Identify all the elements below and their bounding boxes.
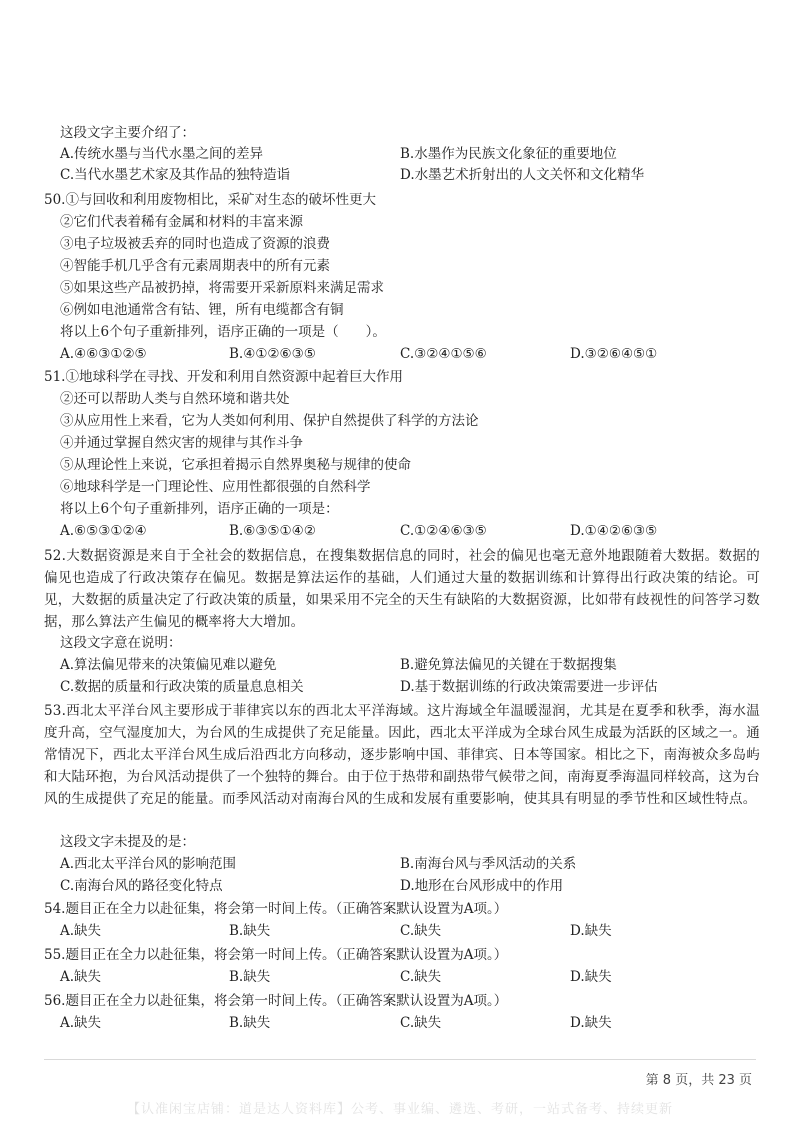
q55-text: 55.题目正在全力以赴征集，将会第一时间上传。（正确答案默认设置为A项。） xyxy=(44,947,508,963)
q52-option-b: B.避免算法偏见的关键在于数据搜集 xyxy=(400,657,617,673)
q55-option-b: B.缺失 xyxy=(229,969,271,985)
q54-option-b: B.缺失 xyxy=(229,923,271,939)
q50-option-b: B.④①②⑥③⑤ xyxy=(229,346,316,362)
q56-option-d: D.缺失 xyxy=(570,1015,612,1031)
q49-option-d: D.水墨艺术折射出的人文关怀和文化精华 xyxy=(400,167,645,183)
q50-line-5: ⑤如果这些产品被扔掉，将需要开采新原料来满足需求 xyxy=(60,280,384,296)
q52-option-d: D.基于数据训练的行政决策需要进一步评估 xyxy=(400,679,658,695)
q51-option-d: D.①④②⑥③⑤ xyxy=(570,523,658,539)
q53-option-b: B.南海台风与季风活动的关系 xyxy=(400,856,577,872)
q51-line-5: ⑤从理论性上来说，它承担着揭示自然界奥秘与规律的使命 xyxy=(60,457,411,473)
q51-line-3: ③从应用性上来看，它为人类如何利用、保护自然提供了科学的方法论 xyxy=(60,413,479,429)
q52-prompt: 这段文字意在说明： xyxy=(60,635,182,651)
q52-option-a: A.算法偏见带来的决策偏见难以避免 xyxy=(60,657,277,673)
q55-option-d: D.缺失 xyxy=(570,969,612,985)
q51-option-a: A.⑥⑤③①②④ xyxy=(60,523,147,539)
q53-option-c: C.南海台风的路径变化特点 xyxy=(60,878,223,894)
q50-line-6: ⑥例如电池通常含有钴、锂，所有电缆都含有铜 xyxy=(60,302,344,318)
q54-option-a: A.缺失 xyxy=(60,923,102,939)
q49-option-c: C.当代水墨艺术家及其作品的独特造诣 xyxy=(60,167,291,183)
q51-line-1: 51.①地球科学在寻找、开发和利用自然资源中起着巨大作用 xyxy=(44,369,403,385)
q53-prompt: 这段文字未提及的是： xyxy=(60,834,195,850)
q50-line-2: ②它们代表着稀有金属和材料的丰富来源 xyxy=(60,214,303,230)
q56-option-b: B.缺失 xyxy=(229,1015,271,1031)
q56-option-a: A.缺失 xyxy=(60,1015,102,1031)
q51-line-4: ④并通过掌握自然灾害的规律与其作斗争 xyxy=(60,435,303,451)
q49-prompt: 这段文字主要介绍了： xyxy=(60,125,195,141)
q54-option-c: C.缺失 xyxy=(400,923,442,939)
q54-text: 54.题目正在全力以赴征集，将会第一时间上传。（正确答案默认设置为A项。） xyxy=(44,901,508,917)
page-number: 第 8 页，共 23 页 xyxy=(645,1073,752,1088)
q53-option-d: D.地形在台风形成中的作用 xyxy=(400,878,564,894)
q50-option-a: A.④⑥③①②⑤ xyxy=(60,346,147,362)
q50-option-d: D.③②⑥④⑤① xyxy=(570,346,658,362)
footer-divider xyxy=(44,1059,756,1060)
q51-line-6: ⑥地球科学是一门理论性、应用性都很强的自然科学 xyxy=(60,479,371,495)
q56-text: 56.题目正在全力以赴征集，将会第一时间上传。（正确答案默认设置为A项。） xyxy=(44,993,508,1009)
q50-line-4: ④智能手机几乎含有元素周期表中的所有元素 xyxy=(60,258,330,274)
q51-line-2: ②还可以帮助人类与自然环境和谐共处 xyxy=(60,391,290,407)
q54-option-d: D.缺失 xyxy=(570,923,612,939)
q55-option-c: C.缺失 xyxy=(400,969,442,985)
watermark-text: 【认准闲宝店铺：道是达人资料库】公考、事业编、遴选、考研，一站式备考、持续更新 xyxy=(126,1102,673,1117)
q56-option-c: C.缺失 xyxy=(400,1015,442,1031)
q55-option-a: A.缺失 xyxy=(60,969,102,985)
q52-passage: 52.大数据资源是来自于全社会的数据信息，在搜集数据信息的同时，社会的偏见也毫无意外地跟随着大数据。数据的偏见也造成了行政决策存在偏见。数据是算法运作的基础，人们通过大量的数据训练和计算得出行政决策的结论。可见，大数据的质量决定了行政决策的质量，如果采用不完全的天生有缺陷的大数据资源，比如带有歧视性的问答学习数据，那么算法产生偏见的概率将大大增加。 xyxy=(44,548,760,630)
q49-option-b: B.水墨作为民族文化象征的重要地位 xyxy=(400,146,617,162)
q51-line-7: 将以上6个句子重新排列，语序正确的一项是： xyxy=(60,501,339,517)
q52-option-c: C.数据的质量和行政决策的质量息息相关 xyxy=(60,679,304,695)
q50-line-3: ③电子垃圾被丢弃的同时也造成了资源的浪费 xyxy=(60,236,330,252)
q50-line-7: 将以上6个句子重新排列，语序正确的一项是（ ）。 xyxy=(60,324,386,340)
q53-passage: 53.西北太平洋台风主要形成于菲律宾以东的西北太平洋海域。这片海域全年温暖湿润，尤其是在夏季和秋季，海水温度升高，空气湿度加大，为台风的生成提供了充足能量。因此，西北太平洋成为全球台风生成最为活跃的区域之一。通常情况下，西北太平洋台风生成后沿西北方向移动，逐步影响中国、菲律宾、日本等国家。相比之下，南海被众多岛屿和大陆环抱，为台风活动提供了一个独特的舞台。由于位于热带和副热带气候带之间，南海夏季海温同样较高，这为台风的生成提供了充足的能量。而季风活动对南海台风的生成和发展有重要影响，使其具有明显的季节性和区域性特点。 xyxy=(44,703,760,807)
q51-option-b: B.⑥③⑤①④② xyxy=(229,523,316,539)
q51-option-c: C.①②④⑥③⑤ xyxy=(400,523,487,539)
q50-line-1: 50.①与回收和利用废物相比，采矿对生态的破坏性更大 xyxy=(44,192,376,208)
q50-option-c: C.③②④①⑤⑥ xyxy=(400,346,487,362)
q49-option-a: A.传统水墨与当代水墨之间的差异 xyxy=(60,146,264,162)
q53-option-a: A.西北太平洋台风的影响范围 xyxy=(60,856,237,872)
